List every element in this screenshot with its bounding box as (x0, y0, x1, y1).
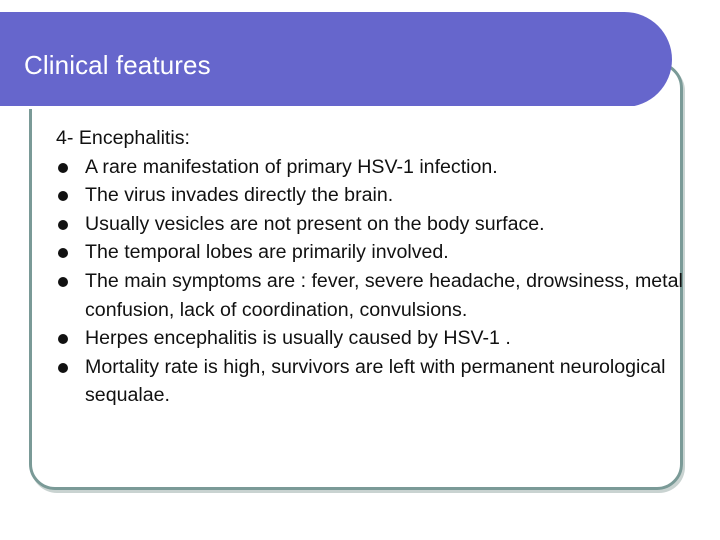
bullet-item (56, 353, 686, 410)
bullet-text: A rare manifestation of primary HSV-1 infection. (85, 155, 498, 178)
bullet-dot-icon (58, 163, 68, 173)
bullet-item (56, 153, 686, 182)
bullet-dot-icon (58, 277, 68, 287)
bullet-dot-icon (58, 220, 68, 230)
bullet-text: The temporal lobes are primarily involved. (85, 241, 449, 264)
title-underline (0, 106, 637, 109)
bullet-item (56, 210, 686, 239)
section-heading: 4- Encephalitis: (56, 127, 190, 149)
bullet-item (56, 238, 686, 267)
bullet-text: The main symptoms are : fever, severe headache, drowsiness, metal confusion, lack of coordination, convulsions. (85, 269, 683, 321)
bullet-text: Mortality rate is high, survivors are left with permanent neurological sequalae. (85, 355, 666, 407)
bullet-text: The virus invades directly the brain. (85, 184, 394, 207)
slide-title: Clinical features (24, 50, 211, 80)
bullet-dot-icon (58, 363, 68, 373)
bullet-dot-icon (58, 248, 68, 258)
bullet-dot-icon (58, 334, 68, 344)
bullet-dot-icon (58, 191, 68, 201)
bullet-text: Usually vesicles are not present on the body surface. (85, 212, 545, 235)
bullet-item (56, 181, 686, 210)
slide-content (56, 124, 686, 410)
bullet-item (56, 267, 686, 324)
bullet-item (56, 324, 686, 353)
bullet-list (56, 153, 686, 410)
title-bar (0, 12, 672, 107)
bullet-text: Herpes encephalitis is usually caused by HSV-1 . (85, 327, 511, 350)
